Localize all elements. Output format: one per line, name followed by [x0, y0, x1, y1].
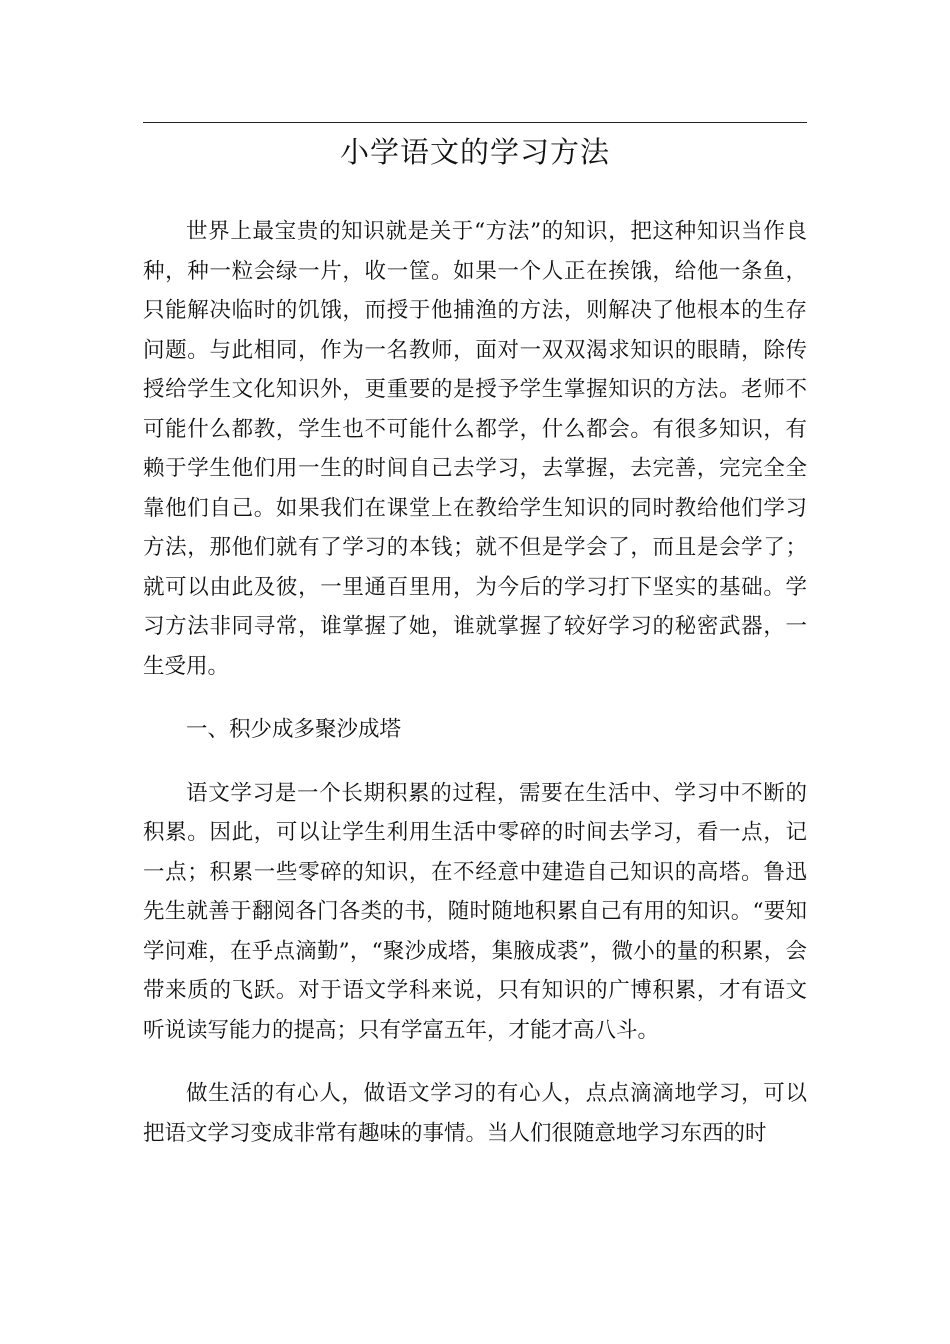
section-heading-1: 一、积少成多聚沙成塔: [186, 717, 402, 742]
document-body: [143, 212, 807, 1177]
paragraph-section-1-continued: 做生活的有心人，做语文学习的有心人，点点滴滴地学习，可以把语文学习变成非常有趣味的事情。当人们很随意地学习东西的时: [143, 1081, 807, 1146]
document-title: 小学语文的学习方法: [339, 135, 610, 169]
paragraph-section-1: 语文学习是一个长期积累的过程，需要在生活中、学习中不断的积累。因此，可以让学生利用生活中零碎的时间去学习，看一点，记一点；积累一些零碎的知识，在不经意中建造自己知识的高塔。鲁迅先生就善于翻阅各门各类的书，随时随地积累自己有用的知识。“要知学问难，在乎点滴勤”，“聚沙成塔，集腋成裘”，微小的量的积累，会带来质的飞跃。对于语文学科来说，只有知识的广博积累，才有语文听说读写能力的提高；只有学富五年，才能才高八斗。: [143, 780, 807, 1043]
header-rule: [143, 122, 807, 123]
paragraph-intro: 世界上最宝贵的知识就是关于“方法”的知识，把这种知识当作良种，种一粒会绿一片，收一筐。如果一个人正在挨饿，给他一条鱼，只能解决临时的饥饿，而授于他捕渔的方法，则解决了他根本的生存问题。与此相同，作为一名教师，面对一双双渴求知识的眼睛，除传授给学生文化知识外，更重要的是授予学生掌握知识的方法。老师不可能什么都教，学生也不可能什么都学，什么都会。有很多知识，有赖于学生他们用一生的时间自己去学习，去掌握，去完善，完完全全靠他们自己。如果我们在课堂上在教给学生知识的同时教给他们学习方法，那他们就有了学习的本钱；就不但是学会了，而且是会学了；就可以由此及彼，一里通百里用，为今后的学习打下坚实的基础。学习方法非同寻常，谁掌握了她，谁就掌握了较好学习的秘密武器，一生受用。: [143, 219, 807, 679]
